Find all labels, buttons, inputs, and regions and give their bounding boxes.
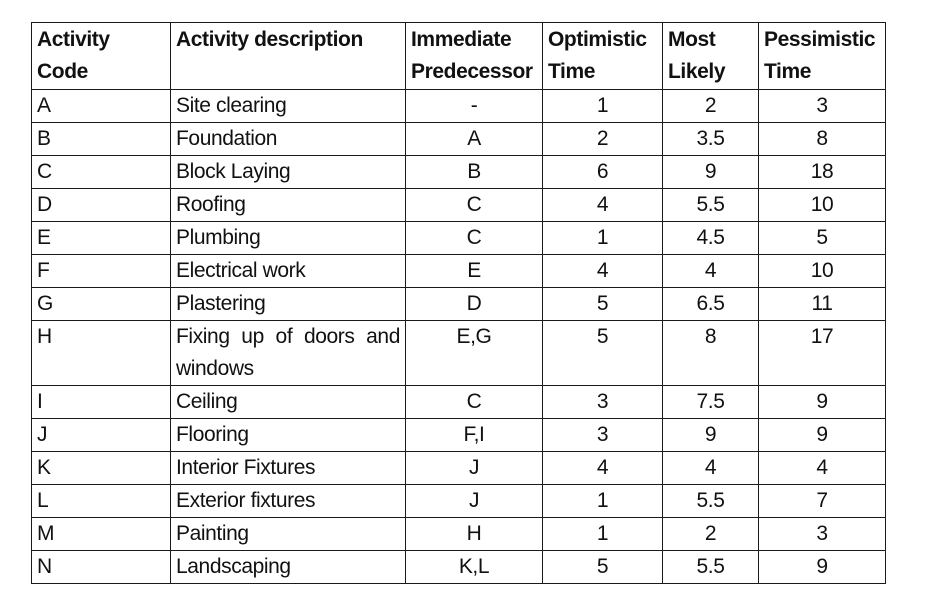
table-header-row	[32, 23, 886, 90]
most-likely-cell: 3.5	[663, 123, 759, 156]
most-likely-cell: 4.5	[663, 222, 759, 255]
predecessor-cell: B	[406, 156, 543, 189]
optimistic-time-cell: 1	[543, 90, 663, 123]
header-activity-description	[171, 23, 406, 90]
most-likely-cell: 2	[663, 90, 759, 123]
header-pessimistic-time	[759, 23, 886, 90]
most-likely-cell: 9	[663, 156, 759, 189]
table-row	[32, 386, 886, 419]
pessimistic-time-cell: 5	[759, 222, 886, 255]
activity-description-cell: Plumbing	[171, 222, 406, 255]
activity-code-cell: F	[32, 255, 171, 288]
header-line: Most	[668, 28, 716, 51]
activity-code-cell: C	[32, 156, 171, 189]
table-row	[32, 156, 886, 189]
optimistic-time-cell: 1	[543, 222, 663, 255]
pessimistic-time-cell: 3	[759, 90, 886, 123]
activity-description-cell: Exterior fixtures	[171, 485, 406, 518]
activity-code-cell: K	[32, 452, 171, 485]
header-line: Predecessor	[411, 60, 533, 83]
optimistic-time-cell: 1	[543, 485, 663, 518]
header-line: Code	[37, 60, 88, 83]
most-likely-cell: 7.5	[663, 386, 759, 419]
activity-code-cell: B	[32, 123, 171, 156]
table-row	[32, 452, 886, 485]
activity-code-cell: G	[32, 288, 171, 321]
activity-description-cell: Plastering	[171, 288, 406, 321]
optimistic-time-cell: 4	[543, 189, 663, 222]
optimistic-time-cell: 4	[543, 255, 663, 288]
optimistic-time-cell: 1	[543, 518, 663, 551]
most-likely-cell: 5.5	[663, 485, 759, 518]
table-row	[32, 551, 886, 584]
activity-code-cell: L	[32, 485, 171, 518]
predecessor-cell: E,G	[406, 321, 543, 386]
header-line: Optimistic	[548, 28, 647, 51]
activity-code-cell: E	[32, 222, 171, 255]
pessimistic-time-cell: 4	[759, 452, 886, 485]
optimistic-time-cell: 5	[543, 551, 663, 584]
pessimistic-time-cell: 9	[759, 419, 886, 452]
predecessor-cell: F,I	[406, 419, 543, 452]
predecessor-cell: -	[406, 90, 543, 123]
most-likely-cell: 9	[663, 419, 759, 452]
header-line: Activity	[37, 28, 110, 51]
predecessor-cell: D	[406, 288, 543, 321]
pessimistic-time-cell: 7	[759, 485, 886, 518]
activity-description-cell: Painting	[171, 518, 406, 551]
table-row	[32, 321, 886, 386]
predecessor-cell: C	[406, 222, 543, 255]
most-likely-cell: 4	[663, 452, 759, 485]
predecessor-cell: E	[406, 255, 543, 288]
pessimistic-time-cell: 8	[759, 123, 886, 156]
predecessor-cell: H	[406, 518, 543, 551]
optimistic-time-cell: 6	[543, 156, 663, 189]
activity-description-cell: Ceiling	[171, 386, 406, 419]
most-likely-cell: 2	[663, 518, 759, 551]
optimistic-time-cell: 5	[543, 288, 663, 321]
optimistic-time-cell: 3	[543, 419, 663, 452]
predecessor-cell: K,L	[406, 551, 543, 584]
table-row	[32, 255, 886, 288]
activity-table	[31, 22, 886, 584]
predecessor-cell: J	[406, 485, 543, 518]
pessimistic-time-cell: 10	[759, 189, 886, 222]
table-row	[32, 518, 886, 551]
pessimistic-time-cell: 10	[759, 255, 886, 288]
header-line: Likely	[668, 60, 726, 83]
activity-description-cell: Electrical work	[171, 255, 406, 288]
activity-code-cell: H	[32, 321, 171, 386]
activity-description-cell: Flooring	[171, 419, 406, 452]
header-activity-code	[32, 23, 171, 90]
table-row	[32, 189, 886, 222]
activity-description-cell: Foundation	[171, 123, 406, 156]
most-likely-cell: 5.5	[663, 189, 759, 222]
table-row	[32, 123, 886, 156]
header-optimistic-time	[543, 23, 663, 90]
header-line: Time	[548, 60, 596, 83]
optimistic-time-cell: 3	[543, 386, 663, 419]
pessimistic-time-cell: 3	[759, 518, 886, 551]
optimistic-time-cell: 5	[543, 321, 663, 386]
predecessor-cell: C	[406, 189, 543, 222]
table-row	[32, 222, 886, 255]
activity-description-cell: Fixing up of doors and windows	[171, 321, 406, 386]
activity-code-cell: I	[32, 386, 171, 419]
activity-code-cell: A	[32, 90, 171, 123]
most-likely-cell: 4	[663, 255, 759, 288]
header-line: Time	[764, 60, 812, 83]
pessimistic-time-cell: 9	[759, 551, 886, 584]
table-row	[32, 90, 886, 123]
activity-description-cell: Block Laying	[171, 156, 406, 189]
activity-code-cell: D	[32, 189, 171, 222]
activity-code-cell: J	[32, 419, 171, 452]
header-most-likely	[663, 23, 759, 90]
pessimistic-time-cell: 18	[759, 156, 886, 189]
header-line: Immediate	[411, 28, 512, 51]
table-row	[32, 485, 886, 518]
pessimistic-time-cell: 17	[759, 321, 886, 386]
pessimistic-time-cell: 11	[759, 288, 886, 321]
header-line: Pessimistic	[764, 28, 876, 51]
most-likely-cell: 6.5	[663, 288, 759, 321]
activity-description-cell: Landscaping	[171, 551, 406, 584]
table-row	[32, 288, 886, 321]
most-likely-cell: 8	[663, 321, 759, 386]
predecessor-cell: J	[406, 452, 543, 485]
optimistic-time-cell: 4	[543, 452, 663, 485]
activity-description-cell: Interior Fixtures	[171, 452, 406, 485]
activity-description-cell: Site clearing	[171, 90, 406, 123]
activity-code-cell: N	[32, 551, 171, 584]
header-line: Activity description	[176, 28, 363, 51]
pessimistic-time-cell: 9	[759, 386, 886, 419]
predecessor-cell: C	[406, 386, 543, 419]
table-row	[32, 419, 886, 452]
header-immediate-predecessor	[406, 23, 543, 90]
predecessor-cell: A	[406, 123, 543, 156]
most-likely-cell: 5.5	[663, 551, 759, 584]
activity-code-cell: M	[32, 518, 171, 551]
optimistic-time-cell: 2	[543, 123, 663, 156]
activity-description-cell: Roofing	[171, 189, 406, 222]
